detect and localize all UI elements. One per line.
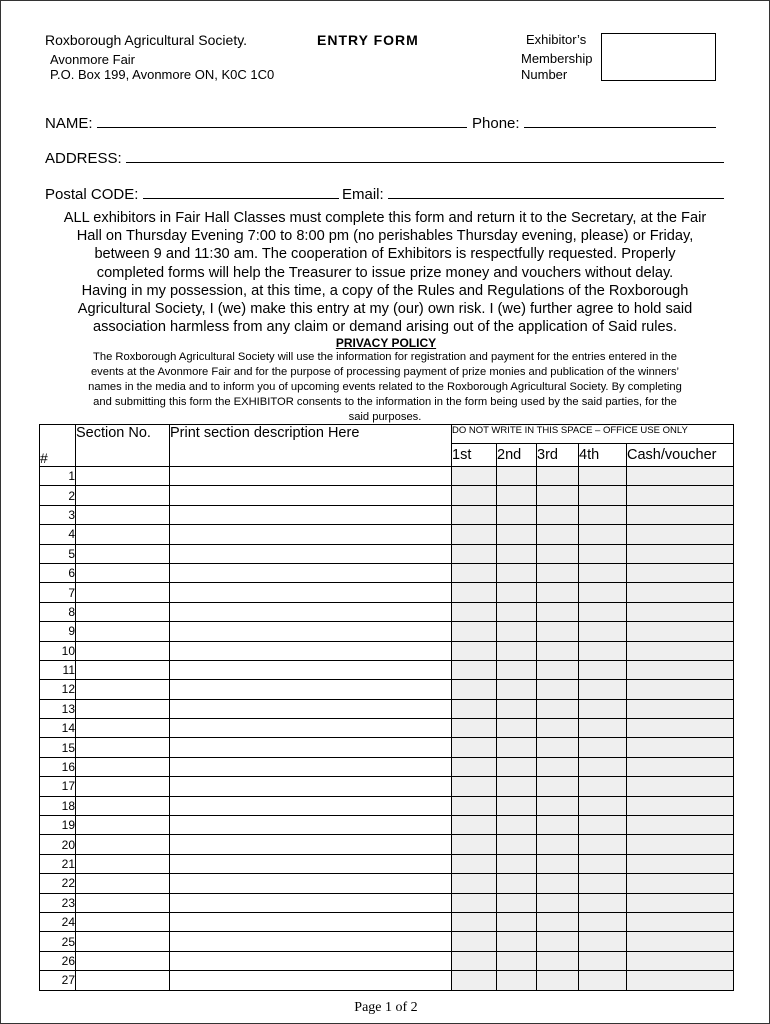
- description-cell[interactable]: [170, 796, 452, 815]
- table-row: [40, 757, 734, 776]
- office-2nd-cell[interactable]: [497, 796, 537, 815]
- office-4th-cell[interactable]: [579, 641, 627, 660]
- section-number-cell[interactable]: [76, 912, 170, 931]
- row-number: 10: [40, 641, 76, 660]
- row-number: 19: [40, 816, 76, 835]
- section-number-cell[interactable]: [76, 777, 170, 796]
- office-3rd-cell[interactable]: [537, 757, 579, 776]
- row-number: 14: [40, 719, 76, 738]
- description-cell[interactable]: [170, 680, 452, 699]
- office-2nd-cell[interactable]: [497, 486, 537, 505]
- row-number: 8: [40, 602, 76, 621]
- entries-table: [39, 424, 734, 991]
- office-3rd-cell[interactable]: [537, 932, 579, 951]
- office-3rd-cell[interactable]: [537, 699, 579, 718]
- section-number-cell[interactable]: [76, 505, 170, 524]
- description-cell[interactable]: [170, 525, 452, 544]
- section-number-cell[interactable]: [76, 467, 170, 486]
- office-3rd-cell[interactable]: [537, 719, 579, 738]
- privacy-line: events at the Avonmore Fair and for the purpose of processing payment of prize monies and publication of the winners’: [90, 366, 680, 378]
- office-1st-cell[interactable]: [452, 641, 497, 660]
- row-number: 4: [40, 525, 76, 544]
- office-3rd-cell[interactable]: [537, 893, 579, 912]
- address-field[interactable]: [126, 148, 724, 163]
- office-2nd-cell[interactable]: [497, 622, 537, 641]
- instructions-line: completed forms will help the Treasurer to issue prize money and vouchers without delay.: [96, 264, 674, 281]
- table-row: [40, 874, 734, 893]
- table-row: [40, 835, 734, 854]
- privacy-line: names in the media and to inform you of upcoming events related to the Roxborough Agricultural Society. By completing: [88, 381, 682, 393]
- office-2nd-cell[interactable]: [497, 738, 537, 757]
- office-4th-cell[interactable]: [579, 874, 627, 893]
- office-cash-voucher-cell[interactable]: [627, 505, 734, 524]
- office-1st-cell[interactable]: [452, 525, 497, 544]
- table-row: [40, 796, 734, 815]
- email-row: [342, 184, 724, 203]
- office-4th-cell[interactable]: [579, 486, 627, 505]
- membership-label-line-2: Membership: [521, 51, 593, 66]
- description-cell[interactable]: [170, 505, 452, 524]
- office-4th-cell[interactable]: [579, 777, 627, 796]
- office-4th-cell[interactable]: [579, 757, 627, 776]
- row-number: 26: [40, 951, 76, 970]
- office-1st-cell[interactable]: [452, 932, 497, 951]
- office-4th-cell[interactable]: [579, 602, 627, 621]
- office-4th-cell[interactable]: [579, 467, 627, 486]
- office-4th-cell[interactable]: [579, 854, 627, 873]
- office-4th-cell[interactable]: [579, 719, 627, 738]
- office-2nd-cell[interactable]: [497, 912, 537, 931]
- row-number: 1: [40, 467, 76, 486]
- office-2nd-cell[interactable]: [497, 932, 537, 951]
- office-2nd-cell[interactable]: [497, 602, 537, 621]
- column-header-4th: 4th: [579, 444, 627, 467]
- office-4th-cell[interactable]: [579, 544, 627, 563]
- section-number-cell[interactable]: [76, 525, 170, 544]
- office-4th-cell[interactable]: [579, 583, 627, 602]
- office-2nd-cell[interactable]: [497, 641, 537, 660]
- membership-label-line-1: Exhibitor’s: [526, 32, 587, 47]
- table-row: [40, 622, 734, 641]
- office-3rd-cell[interactable]: [537, 486, 579, 505]
- table-row: [40, 486, 734, 505]
- description-cell[interactable]: [170, 777, 452, 796]
- office-3rd-cell[interactable]: [537, 583, 579, 602]
- office-2nd-cell[interactable]: [497, 583, 537, 602]
- section-number-cell[interactable]: [76, 699, 170, 718]
- table-row: [40, 467, 734, 486]
- row-number: 22: [40, 874, 76, 893]
- table-row: [40, 932, 734, 951]
- section-number-cell[interactable]: [76, 641, 170, 660]
- office-1st-cell[interactable]: [452, 835, 497, 854]
- office-2nd-cell[interactable]: [497, 951, 537, 970]
- email-field[interactable]: [388, 184, 724, 199]
- row-number: 25: [40, 932, 76, 951]
- office-cash-voucher-cell[interactable]: [627, 680, 734, 699]
- office-4th-cell[interactable]: [579, 912, 627, 931]
- office-3rd-cell[interactable]: [537, 816, 579, 835]
- description-cell[interactable]: [170, 912, 452, 931]
- section-number-cell[interactable]: [76, 816, 170, 835]
- table-row: [40, 680, 734, 699]
- office-3rd-cell[interactable]: [537, 641, 579, 660]
- office-4th-cell[interactable]: [579, 835, 627, 854]
- office-cash-voucher-cell[interactable]: [627, 854, 734, 873]
- office-cash-voucher-cell[interactable]: [627, 757, 734, 776]
- office-2nd-cell[interactable]: [497, 893, 537, 912]
- office-3rd-cell[interactable]: [537, 544, 579, 563]
- office-2nd-cell[interactable]: [497, 854, 537, 873]
- row-number: 5: [40, 544, 76, 563]
- column-header-section: Section No.: [76, 425, 170, 467]
- office-cash-voucher-cell[interactable]: [627, 738, 734, 757]
- office-1st-cell[interactable]: [452, 486, 497, 505]
- office-3rd-cell[interactable]: [537, 874, 579, 893]
- office-cash-voucher-cell[interactable]: [627, 602, 734, 621]
- name-label: NAME:: [45, 115, 93, 132]
- office-cash-voucher-cell[interactable]: [627, 622, 734, 641]
- office-1st-cell[interactable]: [452, 719, 497, 738]
- office-cash-voucher-cell[interactable]: [627, 486, 734, 505]
- row-number: 2: [40, 486, 76, 505]
- description-cell[interactable]: [170, 563, 452, 582]
- office-2nd-cell[interactable]: [497, 563, 537, 582]
- row-number: 27: [40, 971, 76, 990]
- section-number-cell[interactable]: [76, 583, 170, 602]
- row-number: 21: [40, 854, 76, 873]
- office-cash-voucher-cell[interactable]: [627, 796, 734, 815]
- office-1st-cell[interactable]: [452, 796, 497, 815]
- instructions-line: association harmless from any claim or demand arising out of the application of Said rules.: [92, 319, 678, 336]
- office-1st-cell[interactable]: [452, 874, 497, 893]
- description-cell[interactable]: [170, 583, 452, 602]
- office-4th-cell[interactable]: [579, 932, 627, 951]
- description-cell[interactable]: [170, 622, 452, 641]
- description-cell[interactable]: [170, 738, 452, 757]
- postal-code-field[interactable]: [143, 184, 339, 199]
- office-1st-cell[interactable]: [452, 816, 497, 835]
- office-3rd-cell[interactable]: [537, 622, 579, 641]
- office-1st-cell[interactable]: [452, 680, 497, 699]
- description-cell[interactable]: [170, 816, 452, 835]
- table-row: [40, 738, 734, 757]
- office-use-notice: DO NOT WRITE IN THIS SPACE – OFFICE USE ONLY: [452, 425, 734, 444]
- office-1st-cell[interactable]: [452, 583, 497, 602]
- row-number: 9: [40, 622, 76, 641]
- row-number: 6: [40, 563, 76, 582]
- office-cash-voucher-cell[interactable]: [627, 660, 734, 679]
- description-cell[interactable]: [170, 544, 452, 563]
- table-row: [40, 660, 734, 679]
- office-cash-voucher-cell[interactable]: [627, 912, 734, 931]
- table-row: [40, 816, 734, 835]
- section-number-cell[interactable]: [76, 951, 170, 970]
- description-cell[interactable]: [170, 699, 452, 718]
- office-1st-cell[interactable]: [452, 854, 497, 873]
- office-1st-cell[interactable]: [452, 505, 497, 524]
- section-number-cell[interactable]: [76, 932, 170, 951]
- postal-row: [45, 184, 339, 203]
- instructions-line: Having in my possession, at this time, a copy of the Rules and Regulations of the Roxborough: [81, 282, 689, 299]
- office-cash-voucher-cell[interactable]: [627, 544, 734, 563]
- description-cell[interactable]: [170, 641, 452, 660]
- office-3rd-cell[interactable]: [537, 835, 579, 854]
- office-2nd-cell[interactable]: [497, 467, 537, 486]
- office-1st-cell[interactable]: [452, 544, 497, 563]
- office-2nd-cell[interactable]: [497, 525, 537, 544]
- office-cash-voucher-cell[interactable]: [627, 719, 734, 738]
- office-4th-cell[interactable]: [579, 796, 627, 815]
- phone-row: [472, 113, 716, 132]
- office-cash-voucher-cell[interactable]: [627, 583, 734, 602]
- row-number: 12: [40, 680, 76, 699]
- table-row: [40, 719, 734, 738]
- section-number-cell[interactable]: [76, 486, 170, 505]
- office-1st-cell[interactable]: [452, 951, 497, 970]
- office-2nd-cell[interactable]: [497, 971, 537, 990]
- section-number-cell[interactable]: [76, 835, 170, 854]
- description-cell[interactable]: [170, 486, 452, 505]
- office-3rd-cell[interactable]: [537, 505, 579, 524]
- table-row: [40, 602, 734, 621]
- office-4th-cell[interactable]: [579, 622, 627, 641]
- office-1st-cell[interactable]: [452, 467, 497, 486]
- office-3rd-cell[interactable]: [537, 467, 579, 486]
- office-3rd-cell[interactable]: [537, 738, 579, 757]
- description-cell[interactable]: [170, 874, 452, 893]
- organization-name: Roxborough Agricultural Society.: [45, 32, 248, 48]
- instructions-line: Hall on Thursday Evening 7:00 to 8:00 pm (no perishables Thursday evening, please) or Friday,: [76, 228, 694, 245]
- office-4th-cell[interactable]: [579, 525, 627, 544]
- column-header-2nd: 2nd: [497, 444, 537, 467]
- instructions-line: Agricultural Society, I (we) make this entry at my (our) own risk. I (we) further agree to hold said: [77, 301, 693, 318]
- section-number-cell[interactable]: [76, 622, 170, 641]
- office-2nd-cell[interactable]: [497, 835, 537, 854]
- office-4th-cell[interactable]: [579, 660, 627, 679]
- table-row: [40, 893, 734, 912]
- table-row: [40, 699, 734, 718]
- row-number: 18: [40, 796, 76, 815]
- section-number-cell[interactable]: [76, 893, 170, 912]
- office-2nd-cell[interactable]: [497, 680, 537, 699]
- office-1st-cell[interactable]: [452, 699, 497, 718]
- office-cash-voucher-cell[interactable]: [627, 932, 734, 951]
- office-4th-cell[interactable]: [579, 505, 627, 524]
- privacy-policy-heading: PRIVACY POLICY: [335, 336, 437, 350]
- office-1st-cell[interactable]: [452, 893, 497, 912]
- row-number: 15: [40, 738, 76, 757]
- table-row: [40, 912, 734, 931]
- office-2nd-cell[interactable]: [497, 699, 537, 718]
- instructions-line: ALL exhibitors in Fair Hall Classes must complete this form and return it to the Secretary, at the Fair: [63, 210, 707, 226]
- organization-address: P.O. Box 199, Avonmore ON, K0C 1C0: [50, 67, 275, 82]
- office-3rd-cell[interactable]: [537, 777, 579, 796]
- office-cash-voucher-cell[interactable]: [627, 641, 734, 660]
- column-header-description: Print section description Here: [170, 425, 452, 467]
- office-2nd-cell[interactable]: [497, 874, 537, 893]
- office-4th-cell[interactable]: [579, 971, 627, 990]
- address-label: ADDRESS:: [45, 150, 122, 167]
- office-4th-cell[interactable]: [579, 951, 627, 970]
- office-cash-voucher-cell[interactable]: [627, 971, 734, 990]
- office-1st-cell[interactable]: [452, 622, 497, 641]
- section-number-cell[interactable]: [76, 563, 170, 582]
- row-number: 3: [40, 505, 76, 524]
- row-number: 13: [40, 699, 76, 718]
- table-row: [40, 583, 734, 602]
- office-3rd-cell[interactable]: [537, 680, 579, 699]
- section-number-cell[interactable]: [76, 738, 170, 757]
- description-cell[interactable]: [170, 467, 452, 486]
- office-cash-voucher-cell[interactable]: [627, 467, 734, 486]
- section-number-cell[interactable]: [76, 796, 170, 815]
- office-1st-cell[interactable]: [452, 602, 497, 621]
- membership-label-line-3: Number: [521, 67, 568, 82]
- office-3rd-cell[interactable]: [537, 854, 579, 873]
- office-1st-cell[interactable]: [452, 971, 497, 990]
- name-row: [45, 113, 467, 132]
- office-4th-cell[interactable]: [579, 563, 627, 582]
- section-number-cell[interactable]: [76, 874, 170, 893]
- phone-label: Phone:: [472, 115, 520, 132]
- table-row: [40, 777, 734, 796]
- table-row: [40, 544, 734, 563]
- office-2nd-cell[interactable]: [497, 719, 537, 738]
- office-2nd-cell[interactable]: [497, 505, 537, 524]
- section-number-cell[interactable]: [76, 660, 170, 679]
- office-4th-cell[interactable]: [579, 680, 627, 699]
- postal-code-label: Postal CODE:: [45, 186, 139, 203]
- column-header-number: #: [40, 425, 76, 467]
- office-cash-voucher-cell[interactable]: [627, 835, 734, 854]
- instructions-paragraph: [45, 209, 725, 336]
- office-cash-voucher-cell[interactable]: [627, 951, 734, 970]
- section-number-cell[interactable]: [76, 854, 170, 873]
- office-cash-voucher-cell[interactable]: [627, 563, 734, 582]
- description-cell[interactable]: [170, 932, 452, 951]
- table-row: [40, 951, 734, 970]
- office-2nd-cell[interactable]: [497, 816, 537, 835]
- column-header-1st: 1st: [452, 444, 497, 467]
- office-3rd-cell[interactable]: [537, 525, 579, 544]
- office-3rd-cell[interactable]: [537, 971, 579, 990]
- office-3rd-cell[interactable]: [537, 660, 579, 679]
- row-number: 23: [40, 893, 76, 912]
- privacy-line: said purposes.: [348, 411, 422, 423]
- description-cell[interactable]: [170, 719, 452, 738]
- description-cell[interactable]: [170, 602, 452, 621]
- office-1st-cell[interactable]: [452, 738, 497, 757]
- office-3rd-cell[interactable]: [537, 563, 579, 582]
- office-1st-cell[interactable]: [452, 563, 497, 582]
- form-title: ENTRY FORM: [317, 32, 419, 48]
- row-number: 7: [40, 583, 76, 602]
- address-row: [45, 148, 724, 167]
- description-cell[interactable]: [170, 757, 452, 776]
- section-number-cell[interactable]: [76, 544, 170, 563]
- instructions-line: between 9 and 11:30 am. The cooperation of Exhibitors is respectfully requested. Properly: [94, 246, 676, 263]
- office-1st-cell[interactable]: [452, 757, 497, 776]
- office-2nd-cell[interactable]: [497, 660, 537, 679]
- section-number-cell[interactable]: [76, 757, 170, 776]
- privacy-policy-text: [49, 350, 721, 425]
- office-2nd-cell[interactable]: [497, 544, 537, 563]
- table-row: [40, 971, 734, 990]
- office-4th-cell[interactable]: [579, 893, 627, 912]
- description-cell[interactable]: [170, 951, 452, 970]
- row-number: 20: [40, 835, 76, 854]
- row-number: 24: [40, 912, 76, 931]
- email-label: Email:: [342, 186, 384, 203]
- phone-field[interactable]: [524, 113, 716, 128]
- office-3rd-cell[interactable]: [537, 951, 579, 970]
- name-field[interactable]: [97, 113, 467, 128]
- privacy-line: The Roxborough Agricultural Society will use the information for registration and payment for the entries entered in the: [93, 351, 677, 363]
- column-header-cash-voucher: Cash/voucher: [627, 444, 734, 467]
- office-cash-voucher-cell[interactable]: [627, 893, 734, 912]
- office-1st-cell[interactable]: [452, 660, 497, 679]
- office-3rd-cell[interactable]: [537, 796, 579, 815]
- description-cell[interactable]: [170, 971, 452, 990]
- column-header-3rd: 3rd: [537, 444, 579, 467]
- section-number-cell[interactable]: [76, 719, 170, 738]
- table-row: [40, 563, 734, 582]
- description-cell[interactable]: [170, 660, 452, 679]
- description-cell[interactable]: [170, 893, 452, 912]
- office-3rd-cell[interactable]: [537, 602, 579, 621]
- row-number: 11: [40, 660, 76, 679]
- description-cell[interactable]: [170, 835, 452, 854]
- office-4th-cell[interactable]: [579, 816, 627, 835]
- office-4th-cell[interactable]: [579, 738, 627, 757]
- page-number: Page 1 of 2: [354, 1000, 418, 1015]
- office-cash-voucher-cell[interactable]: [627, 777, 734, 796]
- privacy-line: and submitting this form the EXHIBITOR consents to the information in the form being used by the said parties, for the: [93, 396, 677, 408]
- office-3rd-cell[interactable]: [537, 912, 579, 931]
- fair-name: Avonmore Fair: [50, 52, 136, 67]
- table-row: [40, 505, 734, 524]
- office-4th-cell[interactable]: [579, 699, 627, 718]
- office-cash-voucher-cell[interactable]: [627, 816, 734, 835]
- row-number: 16: [40, 757, 76, 776]
- office-cash-voucher-cell[interactable]: [627, 699, 734, 718]
- table-row: [40, 525, 734, 544]
- table-row: [40, 641, 734, 660]
- office-1st-cell[interactable]: [452, 777, 497, 796]
- row-number: 17: [40, 777, 76, 796]
- office-2nd-cell[interactable]: [497, 757, 537, 776]
- section-number-cell[interactable]: [76, 602, 170, 621]
- section-number-cell[interactable]: [76, 680, 170, 699]
- membership-number-field[interactable]: [601, 33, 716, 81]
- description-cell[interactable]: [170, 854, 452, 873]
- section-number-cell[interactable]: [76, 971, 170, 990]
- table-row: [40, 854, 734, 873]
- office-cash-voucher-cell[interactable]: [627, 874, 734, 893]
- office-2nd-cell[interactable]: [497, 777, 537, 796]
- office-1st-cell[interactable]: [452, 912, 497, 931]
- office-cash-voucher-cell[interactable]: [627, 525, 734, 544]
